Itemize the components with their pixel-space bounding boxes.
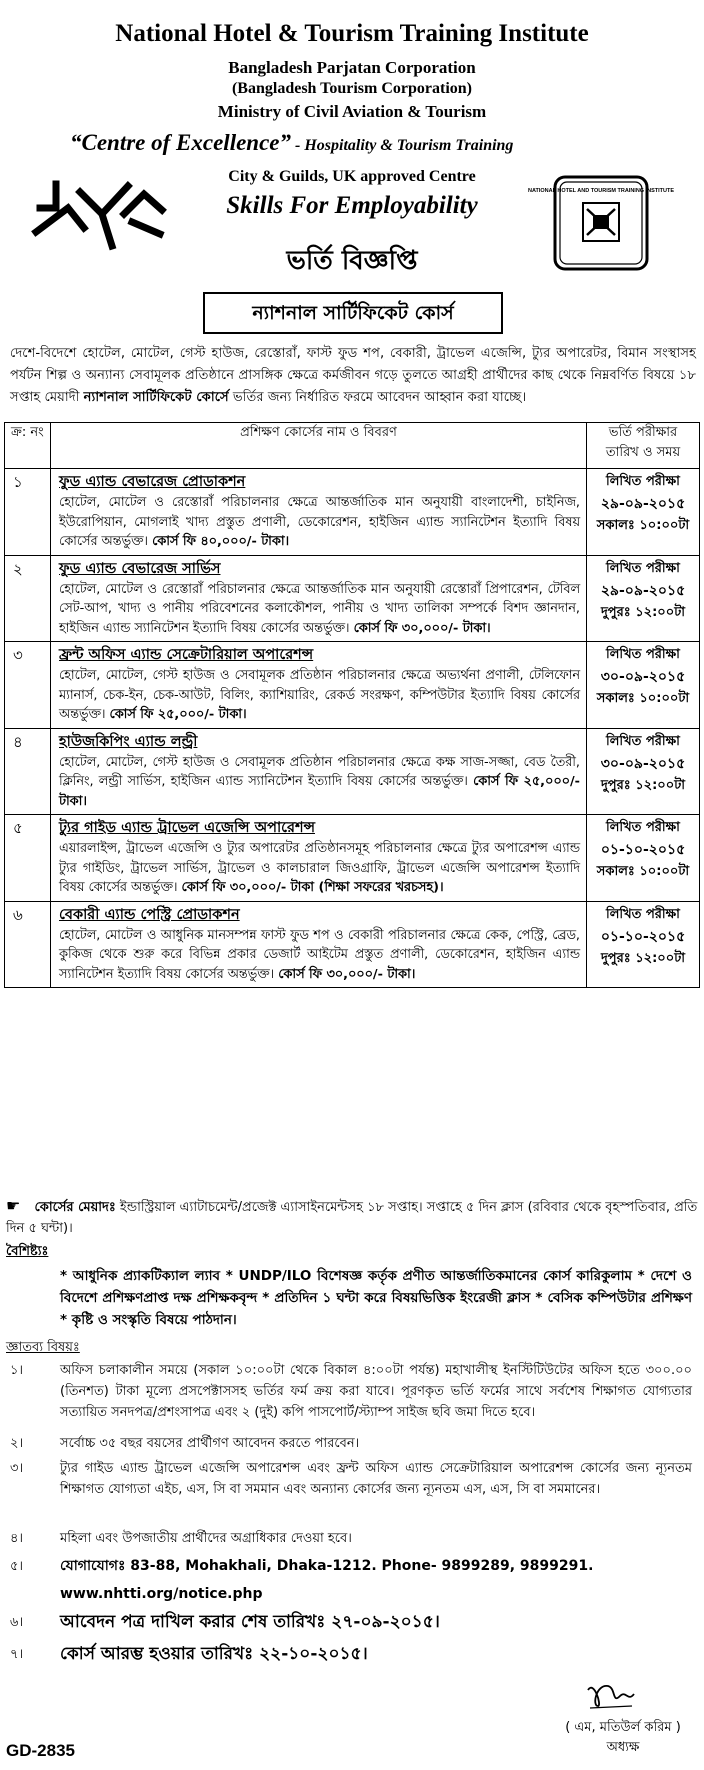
- table-header-row: [5, 423, 700, 469]
- info-item-number: ১।: [10, 1363, 24, 1378]
- info-heading-text: জ্ঞাতব্য বিষয়ঃ: [6, 1340, 80, 1355]
- course-cell: [51, 642, 587, 729]
- course-desc-text: হোটেল, মোটেল ও রেস্তোরাঁ পরিচালনার ক্ষেত্রে আন্তর্জাতিক মান অনুযায়ী বাংলাদেশী, চাইনিজ, ইউরোপিয়ান, মোগলাই খাদ্য প্রস্তুত প্রণালী, ডেকোরেশন, হাইজিন এ্যান্ড স্যানিটেশন ইত্যাদি বিষয় কোর্সের অন্তর্ভুক্ত।: [59, 495, 580, 549]
- course-fee: কোর্স ফি ৩০,০০০/- টাকা।: [353, 620, 491, 636]
- corporation-logo: [32, 172, 167, 250]
- exam-time: দুপুরঃ ১২:০০টা: [600, 777, 686, 793]
- signature-block: [548, 1718, 698, 1758]
- signature-scribble: [580, 1676, 640, 1716]
- course-name: ফুড এ্যান্ড বেভারেজ সার্ভিস: [59, 560, 221, 577]
- courses-table: [4, 422, 700, 988]
- course-row: [5, 901, 700, 988]
- seal-text: NATIONAL HOTEL AND TOURISM TRAINING INSTITUTE: [527, 188, 675, 194]
- course-fee: কোর্স ফি ২৫,০০০/- টাকা।: [59, 774, 580, 809]
- exam-date: ০১-১০-২০১৫: [600, 928, 686, 945]
- info-item-number: ২।: [10, 1436, 24, 1451]
- deadline-text: আবেদন পত্র দাখিল করার শেষ তারিখঃ ২৭-০৯-২০১৫।: [60, 1612, 440, 1632]
- exam-cell: [587, 728, 700, 815]
- course-fee: কোর্স ফি ২৫,০০০/- টাকা।: [109, 707, 247, 722]
- exam-date: ০১-১০-২০১৫: [600, 842, 686, 858]
- exam-time: দুপুরঃ ১২:০০টা: [600, 604, 686, 620]
- course-name: ফ্রন্ট অফিস এ্যান্ড সেক্রেটারিয়াল অপারেশন্স: [59, 647, 314, 663]
- col-no-header: ক্র: নং: [5, 423, 51, 469]
- slogan: Skills For Employability: [226, 192, 478, 219]
- course-desc-text: হোটেল, মোটেল, গেস্ট হাউজ ও সেবামূলক প্রতিষ্ঠান পরিচালনার ক্ষেত্রে কক্ষ সাজ-সজ্জা, বেড তৈরী, ক্লিনিং, লন্ড্রী সার্ভিস, হাইজিন এ্যান্ড স্যানিটেশন ইত্যাদি বিষয় কোর্সের অন্তর্ভুক্ত।: [59, 754, 580, 789]
- course-desc-text: এয়ারলাইন্স, ট্রাভেল এজেন্সি ও ট্যুর অপারেটর প্রতিষ্ঠানসমূহ পরিচালনার ক্ষেত্রে ট্যুর অপারেশন্স এ্যান্ড ট্যুর গাইডিং, ট্রাভেল সার্ভিস, ট্রাভেল ও কালচারাল জিওগ্রাফি, ট্রাভেল এজেন্সি অপারেশন্স ইত্যাদি বিষয় কোর্সের অন্তর্ভুক্ত।: [59, 841, 580, 895]
- info-item-1: [6, 1360, 698, 1426]
- tagline: [70, 130, 700, 156]
- intro-text-1: দেশে-বিদেশে হোটেল, মোটেল, গেস্ট হাউজ, রেস্তোরাঁ, ফাস্ট ফুড শপ, বেকারী, ট্রাভেল এজেন্সি, ট্যুর অপারেটর, বিমান সংস্থাসহ পর্যটন শিল্প ও অন্যান্য সেবামূলক প্রতিষ্ঠানে প্রাসঙ্গিক ক্ষেত্রে কর্মজীবন গড়ে তুলতে আগ্রহী প্রার্থীদের কাছ থেকে নিম্নবর্ণিত বিষয়ে ১৮ সপ্তাহ মেয়াদী: [10, 346, 696, 405]
- features-heading: [6, 1241, 698, 1262]
- course-cell: [51, 901, 587, 988]
- course-name: হাউজকিপিং এ্যান্ড লন্ড্রী: [59, 733, 198, 750]
- course-desc-text: হোটেল, মোটেল, গেস্ট হাউজ ও সেবামূলক প্রতিষ্ঠান পরিচালনার ক্ষেত্রে অভ্যর্থনা প্রণালী, টেলিফোন ম্যানার্স, চেক-ইন, চেক-আউট, বিলিং, ক্যাশিয়ারিং, রেকর্ড সংরক্ষণ, কম্পিউটার ইত্যাদি বিষয় কোর্সের অন্তর্ভুক্ত।: [59, 668, 580, 722]
- exam-date: ২৯-০৯-২০১৫: [600, 496, 686, 512]
- course-name: ট্যুর গাইড এ্যান্ড ট্রাভেল এজেন্সি অপারেশন্স: [59, 820, 315, 836]
- course-number: ৩: [5, 642, 51, 729]
- course-number: ৬: [5, 901, 51, 988]
- exam-type: লিখিত পরীক্ষা: [606, 820, 680, 835]
- intro-text-2: ভর্তির জন্য নির্ধারিত ফরমে আবেদন আহ্বান করা যাচ্ছে।: [228, 390, 527, 405]
- exam-cell: [587, 555, 700, 642]
- gd-code: GD-2835: [6, 1741, 75, 1760]
- exam-type: লিখিত পরীক্ষা: [606, 474, 680, 489]
- course-number: ৪: [5, 728, 51, 815]
- course-number: ২: [5, 555, 51, 642]
- course-row: [5, 555, 700, 642]
- tagline-main: “Centre of Excellence”: [70, 130, 292, 155]
- course-name: ফুড এ্যান্ড বেভারেজ প্রোডাকশন: [59, 474, 246, 490]
- exam-date: ৩০-০৯-২০১৫: [600, 669, 686, 685]
- course-description: [51, 493, 586, 555]
- exam-time: দুপুরঃ ১২:০০টা: [600, 950, 686, 966]
- course-row: [5, 815, 700, 902]
- features-text: * আধুনিক প্র্যাকটিক্যাল ল্যাব * UNDP/ILO বিশেষজ্ঞ কর্তৃক প্রণীত আন্তর্জাতিকমানের কোর্স কারিকুলাম * দেশে ও বিদেশে প্রশিক্ষণপ্রাপ্ত দক্ষ প্রশিক্ষকবৃন্দ * প্রতিদিন ১ ঘন্টা করে বিষয়ভিত্তিক ইংরেজী ক্লাস * বেসিক কম্পিউটার প্রশিক্ষণ * কৃষ্টি ও সংস্কৃতি বিষয়ে পাঠদান।: [60, 1268, 692, 1328]
- signatory-name: ( এম, মতিউর্ল করিম ): [565, 1720, 681, 1735]
- course-fee: কোর্স ফি ৪০,০০০/- টাকা।: [152, 534, 290, 549]
- info-item-text: অফিস চলাকালীন সময়ে (সকাল ১০:০০টা থেকে বিকাল ৪:০০টা পর্যন্ত) মহাখালীস্থ ইনস্টিটিউটের অফিস হতে ৩০০.০০ (তিনশত) টাকা মূল্যে প্রসপেক্টাসসহ ভর্তির ফর্ম ক্রয় করা যাবে। পূরণকৃত ভর্তি ফর্মের সাথে সর্বশেষ শিক্ষাগত যোগ্যতার সত্যায়িত সনদপত্র/প্রশংসাপত্র এবং ২ (দুই) কপি পাসপোর্ট/স্ট্যাম্প সাইজ ছবি জমা দিতে হবে।: [60, 1363, 692, 1420]
- exam-cell: [587, 901, 700, 988]
- ministry-name: Ministry of Civil Aviation & Tourism: [217, 102, 487, 121]
- col-course-header: প্রশিক্ষণ কোর্সের নাম ও বিবরণ: [51, 423, 587, 469]
- course-description: [51, 839, 586, 901]
- course-desc-text: হোটেল, মোটেল ও রেস্তোরাঁ পরিচালনার ক্ষেত্রে আন্তর্জাতিক মান অনুযায়ী রেস্তোরাঁ প্রিপারেশন, টেবিল সেট-আপ, খাদ্য ও পানীয় পরিবেশনের কলাকৌশল, পানীয় ও খাদ্য তালিকা সম্পর্কে বিশদ জ্ঞানদান, হাইজিন এ্যান্ড স্যানিটেশন ইত্যাদি বিষয় কোর্সের অন্তর্ভুক্ত।: [59, 581, 580, 636]
- course-name: বেকারী এ্যান্ড পেস্ট্রি প্রোডাকশন: [59, 906, 240, 923]
- course-description: [51, 580, 586, 642]
- course-description: [51, 926, 586, 988]
- institute-name: National Hotel & Tourism Training Institute: [115, 20, 589, 47]
- info-item-text: সর্বোচ্চ ৩৫ বছর বয়সের প্রার্থীগণ আবেদন করতে পারবেন।: [60, 1436, 360, 1451]
- corporation-english: (Bangladesh Tourism Corporation): [231, 80, 473, 97]
- exam-cell: [587, 815, 700, 902]
- exam-time: সকালঃ ১০:০০টা: [596, 518, 690, 533]
- exam-type: লিখিত পরীক্ষা: [606, 647, 680, 662]
- course-cell: [51, 555, 587, 642]
- course-desc-text: হোটেল, মোটেল ও আধুনিক মানসম্পন্ন ফাস্ট ফুড শপ ও বেকারী পরিচালনার ক্ষেত্রে কেক, পেস্ট্রি, ব্রেড, কুকিজ থেকে শুরু করে বিভিন্ন প্রকার ডেজার্ট আইটেম প্রস্তুত প্রণালী, ডেকোরেশন, হাইজিন এ্যান্ড স্যানিটেশন ইত্যাদি বিষয় কোর্সের অন্তর্ভুক্ত।: [59, 927, 580, 982]
- course-fee: কোর্স ফি ৩০,০০০/- টাকা (শিক্ষা সফরের খরচসহ)।: [181, 880, 444, 895]
- hand-pointer-icon: ☛: [6, 1196, 21, 1215]
- intro-text-bold: ন্যাশনাল সার্টিফিকেট কোর্সে: [83, 390, 229, 405]
- exam-time: সকালঃ ১০:০০টা: [596, 691, 690, 706]
- tagline-sub: - Hospitality & Tourism Training: [295, 137, 514, 154]
- info-item-number: ৩।: [10, 1461, 24, 1476]
- exam-type: লিখিত পরীক্ষা: [606, 906, 680, 922]
- exam-type: লিখিত পরীক্ষা: [606, 733, 680, 749]
- col-exam-header: [587, 423, 700, 469]
- course-description: [51, 666, 586, 728]
- duration-text: ইন্ডাস্ট্রিয়াল এ্যাটাচমেন্ট/প্রজেক্ট এ্যাসাইনমেন্টসহ ১৮ সপ্তাহ। সপ্তাহে ৫ দিন ক্লাস (রবিবার থেকে বৃহস্পতিবার, প্রতি দিন ৫ ঘন্টা)।: [6, 1200, 698, 1236]
- course-row: [5, 642, 700, 729]
- info-item-number: ৭।: [10, 1647, 24, 1662]
- corporation-name: Bangladesh Parjatan Corporation: [228, 58, 476, 77]
- exam-cell: [587, 469, 700, 556]
- info-item-text: ট্যুর গাইড এ্যান্ড ট্রাভেল এজেন্সি অপারেশন্স এবং ফ্রন্ট অফিস এ্যান্ড সেক্রেটারিয়াল অপারেশন্স কোর্সের জন্য ন্যূনতম শিক্ষাগত যোগ্যতা এইচ, এস, সি বা সমমান এবং অন্যান্য কোর্সের জন্য ন্যূনতম এস, এস, সি বা সমমানের।: [60, 1461, 692, 1497]
- exam-type: লিখিত পরীক্ষা: [606, 560, 680, 576]
- course-duration: [6, 1195, 698, 1239]
- info-heading: [6, 1337, 698, 1358]
- course-fee: কোর্স ফি ৩০,০০০/- টাকা।: [278, 966, 416, 982]
- website-link[interactable]: www.nhtti.org/notice.php: [60, 1586, 263, 1602]
- exam-date: ৩০-০৯-২০১৫: [600, 755, 686, 772]
- exam-time: সকালঃ ১০:০০টা: [596, 864, 690, 879]
- info-item-text: মহিলা এবং উপজাতীয় প্রার্থীদের অগ্রাধিকার দেওয়া হবে।: [60, 1531, 352, 1546]
- col-exam-header-1: ভর্তি পরীক্ষার: [608, 425, 678, 440]
- course-start-text: কোর্স আরম্ভ হওয়ার তারিখঃ ২২-১০-২০১৫।: [60, 1644, 368, 1664]
- course-row: [5, 728, 700, 815]
- course-cell: [51, 469, 587, 556]
- features-heading-text: বৈশিষ্ট্যঃ: [6, 1244, 49, 1259]
- col-exam-header-2: তারিখ ও সময়: [605, 445, 681, 460]
- course-type-box: ন্যাশনাল সার্টিফিকেট কোর্স: [203, 292, 503, 334]
- course-row: [5, 469, 700, 556]
- signatory-designation: অধ্যক্ষ: [606, 1740, 640, 1755]
- info-item-number: ৬।: [10, 1615, 24, 1630]
- course-cell: [51, 815, 587, 902]
- course-number: ১: [5, 469, 51, 556]
- info-item-number: ৫।: [10, 1559, 24, 1574]
- intro-paragraph: [10, 343, 696, 409]
- approved-centre: City & Guilds, UK approved Centre: [228, 168, 476, 185]
- exam-cell: [587, 642, 700, 729]
- info-item-number: ৪।: [10, 1531, 24, 1546]
- duration-label: কোর্সের মেয়াদঃ: [34, 1200, 116, 1215]
- course-description: [51, 753, 586, 815]
- contact-text: যোগাযোগঃ 83-88, Mohakhali, Dhaka-1212. Phone- 9899289, 9899291.: [60, 1558, 594, 1574]
- course-cell: [51, 728, 587, 815]
- course-number: ৫: [5, 815, 51, 902]
- notice-title: ভর্তি বিজ্ঞপ্তি: [286, 246, 418, 276]
- exam-date: ২৯-০৯-২০১৫: [600, 582, 686, 599]
